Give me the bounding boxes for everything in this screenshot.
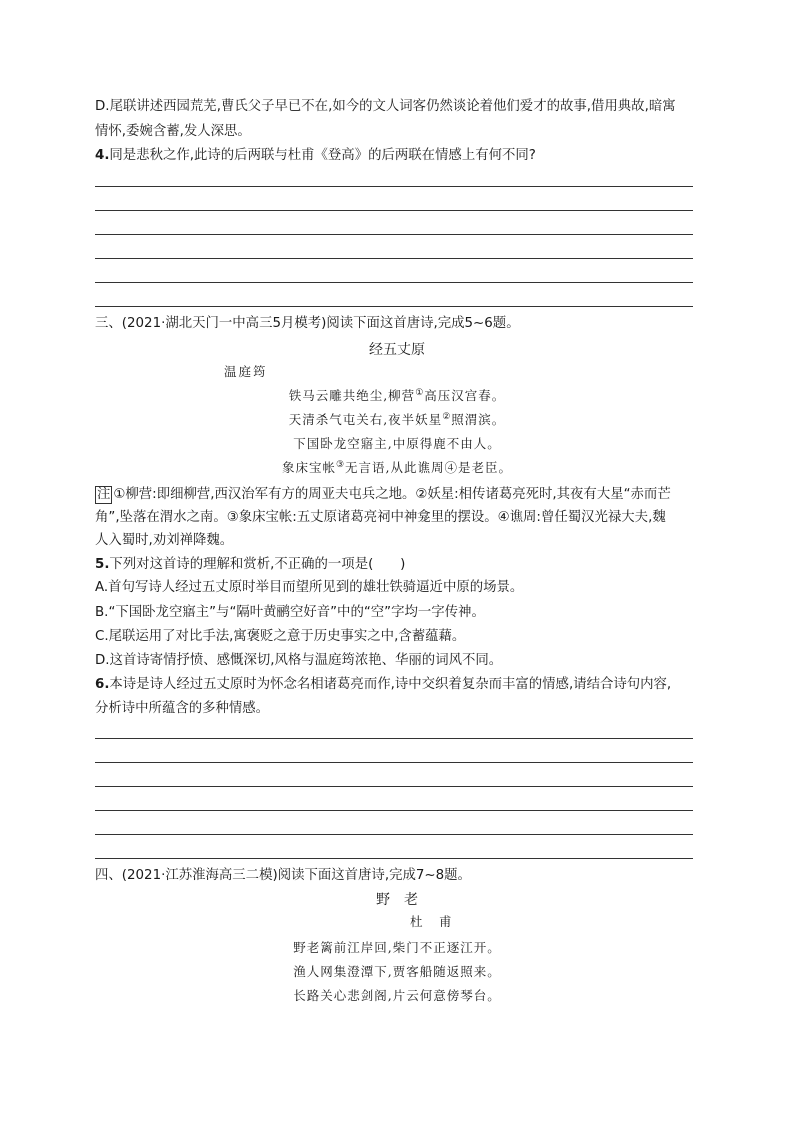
- question-4-number: 4.: [95, 148, 110, 163]
- poem-line-3: 下国卧龙空寤主,中原得鹿不由人。: [293, 436, 501, 451]
- annotation-line2: 角”,坠落在渭水之南。③象床宝帐:五丈原诸葛亮祠中神龛里的摆设。④谯周:曾任蜀汉光禄大夫,魏: [95, 510, 666, 525]
- yelao-poem-line-3: 长路关心悲剑阁,片云何意傍琴台。: [293, 988, 501, 1003]
- section-4-heading: 四、(2021·江苏淮海高三二模)阅读下面这首唐诗,完成7~8题。: [95, 868, 471, 883]
- answer-line[interactable]: [95, 234, 693, 235]
- poem-title-wuzhangyuan: 经五丈原: [369, 342, 425, 358]
- section-3-heading: 三、(2021·湖北天门一中高三5月模考)阅读下面这首唐诗,完成5~6题。: [95, 316, 520, 331]
- answer-line[interactable]: [95, 210, 693, 211]
- question-6-line2: 分析诗中所蕴含的多种情感。: [95, 701, 270, 716]
- answer-line[interactable]: [95, 858, 693, 859]
- poem-author-wen-tingyun: 温庭筠: [224, 364, 268, 379]
- question-6-line1: 6.本诗是诗人经过五丈原时为怀念名相诸葛亮而作,诗中交织着复杂而丰富的情感,请结合诗句内容,: [95, 677, 672, 692]
- answer-line[interactable]: [95, 186, 693, 187]
- answer-line[interactable]: [95, 786, 693, 787]
- annotation-line1: 注 ①柳营:即细柳营,西汉治军有方的周亚夫屯兵之地。②妖星:相传诸葛亮死时,其夜有大星“赤而芒: [97, 487, 671, 502]
- q3-option-d-line2: 情怀,委婉含蓄,发人深思。: [95, 124, 251, 139]
- q5-option-c: C.尾联运用了对比手法,寓褒贬之意于历史事实之中,含蓄蕴藉。: [95, 629, 466, 644]
- answer-line[interactable]: [95, 810, 693, 811]
- note-label: 注: [97, 487, 111, 502]
- answer-line[interactable]: [95, 306, 693, 307]
- poem-title-yelao: 野 老: [376, 892, 418, 908]
- annotation-line3: 人入蜀时,劝刘禅降魏。: [95, 533, 234, 548]
- question-4-text: 同是悲秋之作,此诗的后两联与杜甫《登高》的后两联在情感上有何不同?: [109, 148, 536, 163]
- answer-line[interactable]: [95, 762, 693, 763]
- question-4: [95, 146, 693, 166]
- answer-line[interactable]: [95, 738, 693, 739]
- answer-line[interactable]: [95, 834, 693, 835]
- question-5: [95, 555, 693, 575]
- q5-option-d: D.这首诗寄情抒愤、感慨深切,风格与温庭筠浓艳、华丽的词风不同。: [95, 653, 503, 668]
- q5-option-a: A.首句写诗人经过五丈原时举目而望所见到的雄壮铁骑逼近中原的场景。: [95, 580, 524, 595]
- yelao-poem-line-2: 渔人网集澄潭下,贾客船随返照来。: [293, 964, 501, 979]
- yelao-poem-line-1: 野老篱前江岸回,柴门不正逐江开。: [293, 940, 501, 955]
- q5-option-b: B.“下国卧龙空寤主”与“隔叶黄鹂空好音”中的“空”字均一字传神。: [95, 605, 485, 620]
- question-5-text: 下列对这首诗的理解和赏析,不正确的一项是( ): [109, 557, 406, 572]
- question-5-number: 5.: [95, 557, 110, 572]
- poem-line-4: 象床宝帐③无言语,从此谯周④是老臣。: [281, 459, 513, 475]
- answer-line[interactable]: [95, 282, 693, 283]
- poem-line-1: 铁马云雕共绝尘,柳营①高压汉宫春。: [288, 387, 506, 403]
- q3-option-d-line1: D.尾联讲述西园荒芜,曹氏父子早已不在,如今的文人词客仍然谈论着他们爱才的故事,借用典故,暗寓: [95, 99, 676, 114]
- answer-line[interactable]: [95, 258, 693, 259]
- poem-author-du-fu: 杜 甫: [410, 914, 454, 929]
- poem-line-2: 天清杀气屯关右,夜半妖星②照渭滨。: [288, 411, 506, 427]
- question-6-number: 6.: [95, 677, 110, 692]
